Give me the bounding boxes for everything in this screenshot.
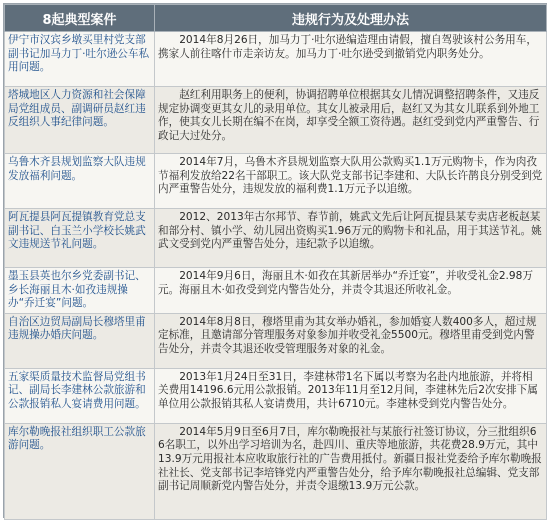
table-row	[5, 154, 547, 209]
case-cell: 五家渠质量技术监督局党组书记、副局长李建林公款旅游和公款报销私人宴请费用问题。	[5, 368, 155, 423]
table-row	[5, 209, 547, 268]
description-cell: 2014年5月9日至6月7日，库尔勒晚报社与某旅行社签订协议，分三批组织66名职工，以外出学习培训为名，赴四川、重庆等地旅游，共花费28.9万元，其中13.9万元用报社本应收取旅行社的广告费用抵付。新疆日报社党委给予库尔勒晚报社社长、党支部书记李培锋党内严重警告处分，给予库尔勒晚报社总编辑、党支部副书记周顺新党内警告处分，并责令退缴13.9万元公款。	[155, 423, 547, 519]
description-cell: 2014年8月26日，加马力丁·吐尔逊编造理由请假，擅自驾驶该村公务用车，携家人前往喀什市走亲访友。加马力丁·吐尔逊受到撤销党内职务处分。	[155, 32, 547, 87]
description-cell: 2014年8月8日，穆塔里甫为其女举办婚礼，参加婚宴人数400多人，超过规定标准，且邀请部分管理服务对象参加并收受礼金5500元。穆塔里甫受到党内警告处分，并责令其退还收受管理服务对象的礼金。	[155, 313, 547, 368]
table-header-row	[5, 5, 547, 32]
table-row	[5, 32, 547, 87]
case-cell: 塔城地区人力资源和社会保障局党组成员、副调研员赵红违反组织人事纪律问题。	[5, 87, 155, 154]
table-row	[5, 313, 547, 368]
case-table-frame	[3, 3, 547, 518]
case-cell: 库尔勒晚报社组织职工公款旅游问题。	[5, 423, 155, 519]
header-violations: 违规行为及处理办法	[155, 5, 547, 32]
case-cell: 阿瓦提县阿瓦提镇教育党总支副书记、白玉兰小学校长姚武文违规送节礼问题。	[5, 209, 155, 268]
description-cell: 2013年1月24日至31日，李建林带1名下属以考察为名赴内地旅游，并将相关费用14196.6元用公款报销。2013年11月至12月间，李建林先后2次安排下属单位用公款报销其私人宴请费用，共计6710元。李建林受到党内警告处分。	[155, 368, 547, 423]
table-row	[5, 368, 547, 423]
header-cases: 8起典型案件	[5, 5, 155, 32]
case-cell: 乌鲁木齐县规划监察大队违规发放福利问题。	[5, 154, 155, 209]
description-cell: 2012、2013年古尔邦节、春节前，姚武文先后让阿瓦提县某专卖店老板赵某和部分村、镇小学、幼儿园出资购买1.96万元的购物卡和礼品，用于其送节礼。姚武文受到党内严重警告处分，违纪款予以追缴。	[155, 209, 547, 268]
case-cell: 伊宁市汉宾乡墩买里村党支部副书记加马力丁·吐尔逊公车私用问题。	[5, 32, 155, 87]
description-cell: 2014年9月6日，海丽且木·如孜在其新居举办“乔迁宴”，并收受礼金2.98万元。海丽且木·如孜受到党内警告处分，并责令其退还所收礼金。	[155, 268, 547, 314]
case-cell: 自治区边贸局副局长穆塔里甫违规操办婚庆问题。	[5, 313, 155, 368]
description-cell: 赵红利用职务上的便利，协调招聘单位根据其女儿情况调整招聘条件，又违反规定协调变更其女儿的录用单位。其女儿被录用后，赵红又为其女儿联系到外地工作，使其女儿长期在编不在岗，却享受全额工资待遇。赵红受到党内严重警告、行政记大过处分。	[155, 87, 547, 154]
case-table	[4, 4, 547, 520]
description-cell: 2014年7月，乌鲁木齐县规划监察大队用公款购买1.1万元购物卡，作为肉孜节福利发放给22名干部职工。该大队党支部书记李建和、大队长许鹊良分别受到党内严重警告处分，违规发放的福利费1.1万元予以追缴。	[155, 154, 547, 209]
table-row	[5, 423, 547, 519]
table-row	[5, 87, 547, 154]
case-cell: 墨玉县英也尔乡党委副书记、乡长海丽且木·如孜违规操办“乔迁宴”问题。	[5, 268, 155, 314]
table-row	[5, 268, 547, 314]
